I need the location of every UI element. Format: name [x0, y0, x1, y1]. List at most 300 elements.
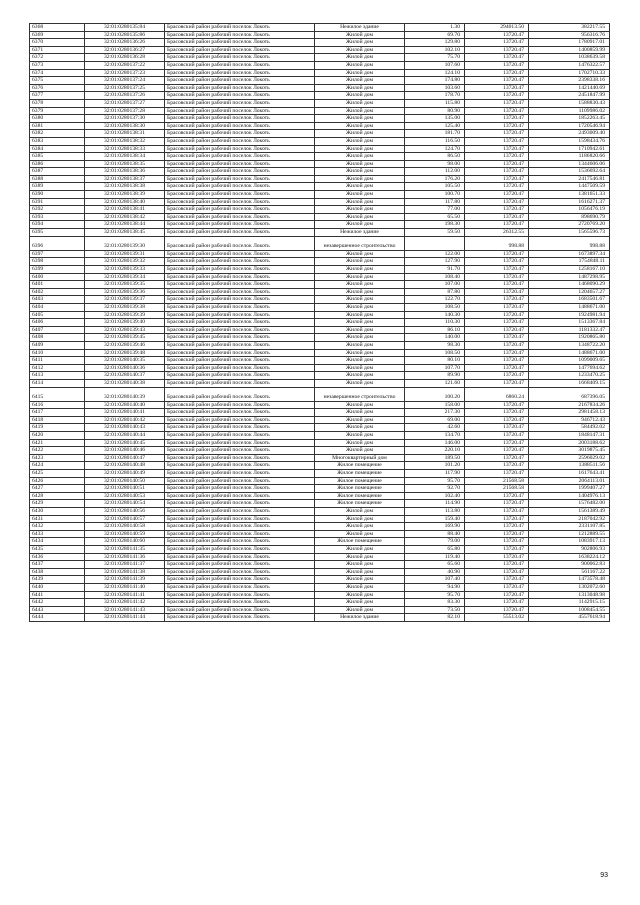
table-row [30, 221, 610, 229]
specific-value-cell: 13720.47 [465, 447, 529, 455]
table-row [30, 206, 610, 214]
specific-value-cell: 13720.47 [465, 213, 529, 221]
address-cell: Брасовский район рабочий поселок Локоть [165, 614, 315, 622]
cadastral-value-cell: 1852263.45 [529, 115, 610, 123]
area-cell: 102.40 [405, 492, 465, 500]
cadastral-value-cell: 902806.93 [529, 545, 610, 553]
cadastral-value-cell: 2417546.81 [529, 175, 610, 183]
row-number-cell: 6408 [30, 334, 85, 342]
table-row [30, 591, 610, 599]
cadastral-value-cell: 1617643.41 [529, 470, 610, 478]
address-cell: Брасовский район рабочий поселок Локоть [165, 183, 315, 191]
row-number-cell: 6423 [30, 454, 85, 462]
area-cell: 121.60 [405, 379, 465, 387]
address-cell: Брасовский район рабочий поселок Локоть [165, 349, 315, 357]
cadastral-value-cell: 2187042.92 [529, 515, 610, 523]
area-cell: 100.70 [405, 191, 465, 199]
cadastral-number-cell: 32:01:0280140:51 [85, 485, 165, 493]
row-number-cell: 6414 [30, 379, 85, 387]
table-row [30, 500, 610, 508]
table-row [30, 606, 610, 614]
cadastral-number-cell: 32:01:0280139:45 [85, 334, 165, 342]
cadastral-number-cell: 32:01:0280139:32 [85, 258, 165, 266]
specific-value-cell: 13720.47 [465, 175, 529, 183]
specific-value-cell: 13720.47 [465, 523, 529, 531]
specific-value-cell: 13720.47 [465, 576, 529, 584]
table-row [30, 364, 610, 372]
row-number-cell: 6374 [30, 69, 85, 77]
row-number-cell: 6386 [30, 160, 85, 168]
row-number-cell: 6401 [30, 281, 85, 289]
object-type-cell: Жилой дом [315, 31, 405, 39]
cadastral-value-cell: 1848147.31 [529, 432, 610, 440]
address-cell: Брасовский район рабочий поселок Локоть [165, 206, 315, 214]
object-type-cell: Жилой дом [315, 296, 405, 304]
object-type-cell: Жилое помещение [315, 485, 405, 493]
specific-value-cell: 13720.47 [465, 198, 529, 206]
row-number-cell: 6378 [30, 99, 85, 107]
table-row [30, 576, 610, 584]
object-type-cell: Жилой дом [315, 122, 405, 130]
table-row [30, 266, 610, 274]
area-cell: 113.80 [405, 508, 465, 516]
cadastral-value-cell: 1388511.56 [529, 462, 610, 470]
area-cell: 119.40 [405, 553, 465, 561]
cadastral-number-cell: 32:01:0280137:25 [85, 84, 165, 92]
address-cell: Брасовский район рабочий поселок Локоть [165, 424, 315, 432]
cadastral-number-cell: 32:01:0280136:26 [85, 39, 165, 47]
cadastral-number-cell: 32:01:0280140:43 [85, 424, 165, 432]
cadastral-value-cell: 687396.05 [529, 387, 610, 401]
table-row [30, 432, 610, 440]
cadastral-number-cell: 32:01:0280140:57 [85, 515, 165, 523]
table-row [30, 303, 610, 311]
specific-value-cell: 13720.47 [465, 401, 529, 409]
object-type-cell: Жилой дом [315, 341, 405, 349]
table-row [30, 281, 610, 289]
address-cell: Брасовский район рабочий поселок Локоть [165, 137, 315, 145]
row-number-cell: 6443 [30, 606, 85, 614]
area-cell [405, 236, 465, 250]
area-cell: 220.10 [405, 447, 465, 455]
cadastral-value-cell: 1780917.01 [529, 39, 610, 47]
row-number-cell: 6418 [30, 416, 85, 424]
cadastral-number-cell: 32:01:0280135:84 [85, 24, 165, 32]
area-cell: 100.20 [405, 387, 465, 401]
specific-value-cell: 13720.47 [465, 221, 529, 229]
specific-value-cell: 13720.47 [465, 54, 529, 62]
page-number: 93 [600, 872, 608, 879]
specific-value-cell: 55513.02 [465, 614, 529, 622]
specific-value-cell: 13720.47 [465, 326, 529, 334]
cadastral-number-cell: 32:01:0280139:31 [85, 250, 165, 258]
table-row [30, 311, 610, 319]
object-type-cell: Жилой дом [315, 221, 405, 229]
row-number-cell: 6404 [30, 303, 85, 311]
specific-value-cell: 13720.47 [465, 561, 529, 569]
row-number-cell: 6396 [30, 236, 85, 250]
specific-value-cell: 13720.47 [465, 462, 529, 470]
cadastral-number-cell: 32:01:0280139:30 [85, 236, 165, 250]
specific-value-cell: 998.88 [465, 236, 529, 250]
table-row [30, 69, 610, 77]
row-number-cell: 6444 [30, 614, 85, 622]
object-type-cell: Жилой дом [315, 372, 405, 380]
specific-value-cell: 13720.47 [465, 266, 529, 274]
address-cell: Брасовский район рабочий поселок Локоть [165, 273, 315, 281]
cadastral-number-cell: 32:01:0280138:35 [85, 160, 165, 168]
cadastral-value-cell: 1099009.65 [529, 357, 610, 365]
object-type-cell: Жилой дом [315, 561, 405, 569]
area-cell: 107.40 [405, 576, 465, 584]
address-cell: Брасовский район рабочий поселок Локоть [165, 364, 315, 372]
object-type-cell: Жилой дом [315, 583, 405, 591]
address-cell: Брасовский район рабочий поселок Локоть [165, 341, 315, 349]
area-cell: 108.40 [405, 273, 465, 281]
table-row [30, 379, 610, 387]
table-row [30, 175, 610, 183]
address-cell: Брасовский район рабочий поселок Локоть [165, 357, 315, 365]
object-type-cell: Жилой дом [315, 281, 405, 289]
table-row [30, 250, 610, 258]
area-cell: 116.50 [405, 137, 465, 145]
object-type-cell: Жилой дом [315, 46, 405, 54]
object-type-cell: Жилой дом [315, 357, 405, 365]
cadastral-number-cell: 32:01:0280140:44 [85, 432, 165, 440]
cadastral-number-cell: 32:01:0280138:44 [85, 221, 165, 229]
specific-value-cell: 13720.47 [465, 432, 529, 440]
specific-value-cell: 13720.47 [465, 160, 529, 168]
area-cell: 158.00 [405, 401, 465, 409]
table-row [30, 614, 610, 622]
cadastral-number-cell: 32:01:0280139:46 [85, 341, 165, 349]
address-cell: Брасовский район рабочий поселок Локоть [165, 606, 315, 614]
object-type-cell: Жилой дом [315, 349, 405, 357]
table-row [30, 424, 610, 432]
object-type-cell: Жилой дом [315, 160, 405, 168]
table-row [30, 54, 610, 62]
object-type-cell: Жилой дом [315, 599, 405, 607]
specific-value-cell: 13720.47 [465, 424, 529, 432]
cadastral-number-cell: 32:01:0280141:44 [85, 614, 165, 622]
cadastral-number-cell: 32:01:0280140:42 [85, 416, 165, 424]
object-type-cell: Жилой дом [315, 416, 405, 424]
specific-value-cell: 13720.47 [465, 416, 529, 424]
specific-value-cell: 13720.47 [465, 492, 529, 500]
specific-value-cell: 13720.47 [465, 599, 529, 607]
object-type-cell: Жилой дом [315, 183, 405, 191]
row-number-cell: 6440 [30, 583, 85, 591]
cadastral-number-cell: 32:01:0280137:28 [85, 107, 165, 115]
cadastral-value-cell: 2331107.85 [529, 523, 610, 531]
table-row [30, 372, 610, 380]
row-number-cell: 6409 [30, 341, 85, 349]
cadastral-value-cell: 1404976.13 [529, 492, 610, 500]
area-cell: 82.10 [405, 614, 465, 622]
specific-value-cell: 13720.47 [465, 99, 529, 107]
cadastral-number-cell: 32:01:0280141:37 [85, 561, 165, 569]
area-cell: 95.70 [405, 477, 465, 485]
object-type-cell: Жилой дом [315, 137, 405, 145]
address-cell: Брасовский район рабочий поселок Локоть [165, 568, 315, 576]
cadastral-number-cell: 32:01:0280140:60 [85, 538, 165, 546]
cadastral-value-cell: 1348722.20 [529, 341, 610, 349]
cadastral-number-cell: 32:01:0280141:42 [85, 599, 165, 607]
row-number-cell: 6398 [30, 258, 85, 266]
cadastral-value-cell: 2064113.01 [529, 477, 610, 485]
specific-value-cell: 13720.47 [465, 92, 529, 100]
object-type-cell: Жилой дом [315, 107, 405, 115]
address-cell: Брасовский район рабочий поселок Локоть [165, 523, 315, 531]
table-row [30, 401, 610, 409]
cadastral-value-cell: 561167.22 [529, 568, 610, 576]
address-cell: Брасовский район рабочий поселок Локоть [165, 447, 315, 455]
address-cell: Брасовский район рабочий поселок Локоть [165, 477, 315, 485]
specific-value-cell: 13720.47 [465, 545, 529, 553]
area-cell: 80.10 [405, 357, 465, 365]
row-number-cell: 6407 [30, 326, 85, 334]
cadastral-value-cell: 1668409.15 [529, 379, 610, 387]
cadastral-value-cell: 3019875.45 [529, 447, 610, 455]
row-number-cell: 6431 [30, 515, 85, 523]
address-cell: Брасовский район рабочий поселок Локоть [165, 508, 315, 516]
object-type-cell: Жилой дом [315, 606, 405, 614]
cadastral-number-cell: 32:01:0280139:43 [85, 326, 165, 334]
table-row [30, 447, 610, 455]
specific-value-cell: 6860.24 [465, 387, 529, 401]
cadastral-number-cell: 32:01:0280139:38 [85, 303, 165, 311]
specific-value-cell: 13720.47 [465, 568, 529, 576]
row-number-cell: 6442 [30, 599, 85, 607]
area-cell: 69.00 [405, 416, 465, 424]
cadastral-number-cell: 32:01:0280137:24 [85, 77, 165, 85]
address-cell: Брасовский район рабочий поселок Локоть [165, 153, 315, 161]
specific-value-cell: 13720.47 [465, 39, 529, 47]
table-row [30, 183, 610, 191]
address-cell: Брасовский район рабочий поселок Локоть [165, 99, 315, 107]
table-row [30, 485, 610, 493]
row-number-cell: 6417 [30, 409, 85, 417]
cadastral-number-cell: 32:01:0280139:36 [85, 288, 165, 296]
address-cell: Брасовский район рабочий поселок Локоть [165, 439, 315, 447]
table-row [30, 492, 610, 500]
table-row [30, 236, 610, 250]
cadastral-number-cell: 32:01:0280139:48 [85, 349, 165, 357]
address-cell: Брасовский район рабочий поселок Локоть [165, 266, 315, 274]
area-cell: 159.40 [405, 515, 465, 523]
area-cell: 174.80 [405, 77, 465, 85]
area-cell: 40.90 [405, 568, 465, 576]
row-number-cell: 6377 [30, 92, 85, 100]
cadastral-value-cell: 1038639.58 [529, 54, 610, 62]
cadastral-value-cell: 1924981.94 [529, 311, 610, 319]
specific-value-cell: 13720.47 [465, 168, 529, 176]
specific-value-cell: 294013.50 [465, 24, 529, 32]
specific-value-cell: 13720.47 [465, 84, 529, 92]
table-row [30, 599, 610, 607]
cadastral-number-cell: 32:01:0280140:53 [85, 492, 165, 500]
address-cell: Брасовский район рабочий поселок Локоть [165, 311, 315, 319]
cadastral-number-cell: 32:01:0280139:40 [85, 319, 165, 327]
object-type-cell: Жилой дом [315, 175, 405, 183]
address-cell: Брасовский район рабочий поселок Локоть [165, 409, 315, 417]
area-cell: 65.80 [405, 545, 465, 553]
cadastral-number-cell: 32:01:0280140:48 [85, 462, 165, 470]
address-cell: Брасовский район рабочий поселок Локоть [165, 334, 315, 342]
specific-value-cell: 13720.47 [465, 69, 529, 77]
area-cell: 114.90 [405, 500, 465, 508]
cadastral-value-cell: 998.88 [529, 236, 610, 250]
address-cell: Брасовский район рабочий поселок Локоть [165, 92, 315, 100]
object-type-cell: Жилой дом [315, 266, 405, 274]
area-cell: 112.00 [405, 168, 465, 176]
row-number-cell: 6382 [30, 130, 85, 138]
area-cell: 98.30 [405, 341, 465, 349]
cadastral-value-cell: 1083917.13 [529, 538, 610, 546]
table-body [30, 24, 610, 622]
area-cell: 110.30 [405, 319, 465, 327]
specific-value-cell: 13720.47 [465, 341, 529, 349]
cadastral-value-cell: 1477694.62 [529, 364, 610, 372]
address-cell: Брасовский район рабочий поселок Локоть [165, 168, 315, 176]
area-cell: 73.50 [405, 606, 465, 614]
address-cell: Брасовский район рабочий поселок Локоть [165, 454, 315, 462]
cadastral-number-cell: 32:01:0280140:54 [85, 500, 165, 508]
row-number-cell: 6441 [30, 591, 85, 599]
row-number-cell: 6392 [30, 206, 85, 214]
area-cell: 94.90 [405, 583, 465, 591]
row-number-cell: 6372 [30, 54, 85, 62]
table-row [30, 409, 610, 417]
address-cell: Брасовский район рабочий поселок Локоть [165, 221, 315, 229]
address-cell: Брасовский район рабочий поселок Локоть [165, 372, 315, 380]
cadastral-value-cell: 1754848.11 [529, 258, 610, 266]
cadastral-number-cell: 32:01:0280140:45 [85, 439, 165, 447]
cadastral-number-cell: 32:01:0280138:41 [85, 206, 165, 214]
area-cell: 135.00 [405, 115, 465, 123]
table-row [30, 153, 610, 161]
cadastral-number-cell: 32:01:0280141:36 [85, 553, 165, 561]
cadastral-value-cell: 1476322.57 [529, 61, 610, 69]
object-type-cell: Нежилое здание [315, 229, 405, 237]
cadastral-value-cell: 1576482.00 [529, 500, 610, 508]
address-cell: Брасовский район рабочий поселок Локоть [165, 538, 315, 546]
cadastral-value-cell: 1142915.15 [529, 599, 610, 607]
object-type-cell: Жилой дом [315, 409, 405, 417]
address-cell: Брасовский район рабочий поселок Локоть [165, 326, 315, 334]
area-cell: 103.60 [405, 84, 465, 92]
cadastral-table [29, 23, 610, 622]
row-number-cell: 6384 [30, 145, 85, 153]
cadastral-number-cell: 32:01:0280140:39 [85, 387, 165, 401]
cadastral-number-cell: 32:01:0280138:33 [85, 145, 165, 153]
row-number-cell: 6432 [30, 523, 85, 531]
area-cell: 178.70 [405, 92, 465, 100]
cadastral-value-cell: 1999407.27 [529, 485, 610, 493]
address-cell: Брасовский район рабочий поселок Локоть [165, 107, 315, 115]
area-cell: 122.70 [405, 296, 465, 304]
address-cell: Брасовский район рабочий поселок Локоть [165, 130, 315, 138]
area-cell: 108.50 [405, 303, 465, 311]
area-cell: 59.50 [405, 229, 465, 237]
address-cell: Брасовский район рабочий поселок Локоть [165, 198, 315, 206]
address-cell: Брасовский район рабочий поселок Локоть [165, 191, 315, 199]
address-cell: Брасовский район рабочий поселок Локоть [165, 485, 315, 493]
row-number-cell: 6410 [30, 349, 85, 357]
address-cell: Брасовский район рабочий поселок Локоть [165, 553, 315, 561]
specific-value-cell: 13720.47 [465, 122, 529, 130]
specific-value-cell: 13720.47 [465, 107, 529, 115]
specific-value-cell: 13720.47 [465, 288, 529, 296]
specific-value-cell: 13720.47 [465, 439, 529, 447]
area-cell: 125.40 [405, 122, 465, 130]
cadastral-number-cell: 32:01:0280138:31 [85, 130, 165, 138]
object-type-cell: незавершенное строительство [315, 236, 405, 250]
object-type-cell: Жилой дом [315, 364, 405, 372]
address-cell: Брасовский район рабочий поселок Локоть [165, 432, 315, 440]
cadastral-value-cell: 1638224.12 [529, 553, 610, 561]
cadastral-value-cell: 900062.83 [529, 561, 610, 569]
row-number-cell: 6369 [30, 31, 85, 39]
object-type-cell: Жилой дом [315, 61, 405, 69]
cadastral-value-cell: 1702710.33 [529, 69, 610, 77]
area-cell: 217.30 [405, 409, 465, 417]
table-row [30, 84, 610, 92]
area-cell: 105.50 [405, 183, 465, 191]
address-cell: Брасовский район рабочий поселок Локоть [165, 77, 315, 85]
object-type-cell: Жилой дом [315, 153, 405, 161]
cadastral-value-cell: 1008454.55 [529, 606, 610, 614]
table-row [30, 198, 610, 206]
cadastral-number-cell: 32:01:0280137:26 [85, 92, 165, 100]
row-number-cell: 6419 [30, 424, 85, 432]
cadastral-value-cell: 1186820.66 [529, 153, 610, 161]
cadastral-number-cell: 32:01:0280140:46 [85, 447, 165, 455]
cadastral-value-cell: 1468090.29 [529, 281, 610, 289]
cadastral-value-cell: 2981458.13 [529, 409, 610, 417]
cadastral-number-cell: 32:01:0280139:37 [85, 296, 165, 304]
row-number-cell: 6376 [30, 84, 85, 92]
object-type-cell: Жилой дом [315, 115, 405, 123]
area-cell: 102.10 [405, 46, 465, 54]
specific-value-cell: 13720.47 [465, 153, 529, 161]
area-cell: 89.90 [405, 372, 465, 380]
cadastral-number-cell: 32:01:0280139:35 [85, 281, 165, 289]
area-cell: 86.10 [405, 326, 465, 334]
table-row [30, 462, 610, 470]
table-row [30, 470, 610, 478]
row-number-cell: 6424 [30, 462, 85, 470]
row-number-cell: 6434 [30, 538, 85, 546]
specific-value-cell: 13720.47 [465, 46, 529, 54]
cadastral-value-cell: 1381651.33 [529, 191, 610, 199]
cadastral-number-cell: 32:01:0280138:30 [85, 122, 165, 130]
table-row [30, 115, 610, 123]
specific-value-cell: 13720.47 [465, 409, 529, 417]
cadastral-value-cell: 1400859.99 [529, 46, 610, 54]
cadastral-number-cell: 32:01:0280141:35 [85, 545, 165, 553]
object-type-cell: Жилой дом [315, 191, 405, 199]
row-number-cell: 6390 [30, 191, 85, 199]
area-cell: 91.70 [405, 266, 465, 274]
table-row [30, 122, 610, 130]
table-row [30, 107, 610, 115]
address-cell: Брасовский район рабочий поселок Локоть [165, 213, 315, 221]
object-type-cell: Жилой дом [315, 379, 405, 387]
area-cell: 75.70 [405, 54, 465, 62]
cadastral-number-cell: 32:01:0280140:50 [85, 477, 165, 485]
area-cell: 189.50 [405, 454, 465, 462]
